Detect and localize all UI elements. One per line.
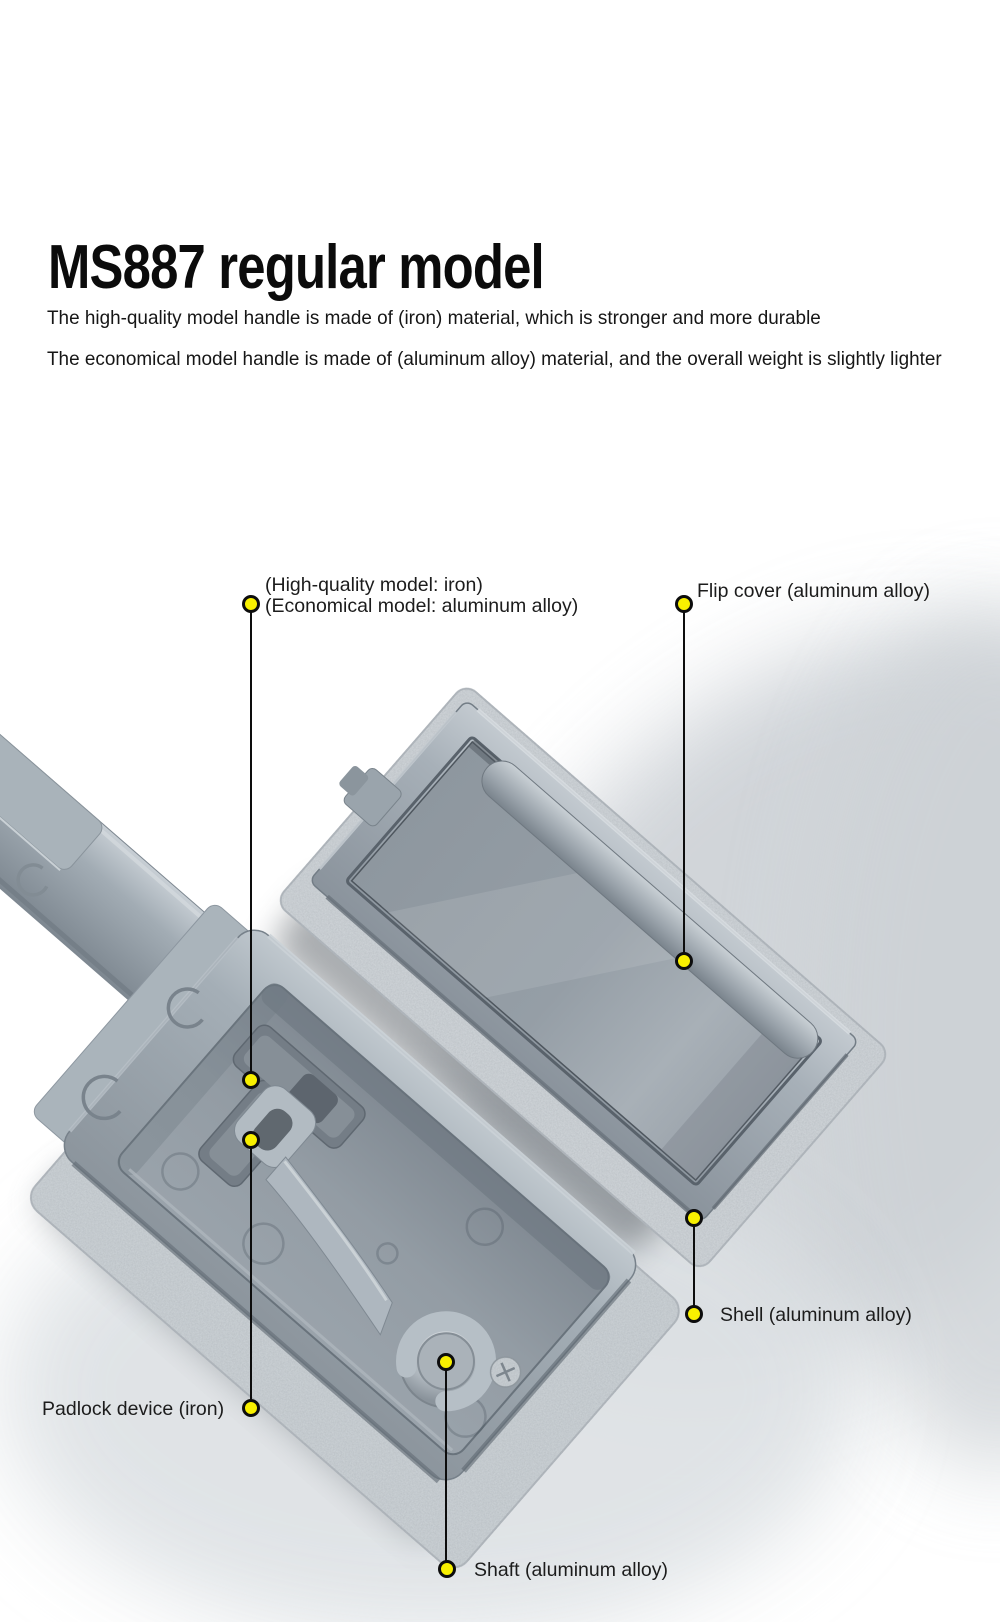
- callout-marker-handle-material-part: [242, 1071, 260, 1089]
- callout-line-padlock-device: [250, 1140, 252, 1408]
- callout-marker-padlock-device-label: [242, 1399, 260, 1417]
- callout-marker-handle-material-label: [242, 595, 260, 613]
- handle-grip-plate: [0, 504, 106, 874]
- callout-marker-shell-label: [685, 1305, 703, 1323]
- callout-label-padlock-device: Padlock device (iron): [42, 1398, 225, 1420]
- callout-label-line: (High-quality model: iron): [265, 574, 483, 596]
- callout-label-shell: Shell (aluminum alloy): [720, 1304, 912, 1326]
- callout-label-line: (Economical model: aluminum alloy): [265, 595, 579, 617]
- callout-marker-flip-cover-part: [675, 952, 693, 970]
- callout-line-handle-material: [250, 604, 252, 1080]
- callout-line-shaft: [445, 1362, 447, 1569]
- callout-label-shaft: Shaft (aluminum alloy): [474, 1559, 668, 1581]
- callout-marker-shaft-part: [437, 1353, 455, 1371]
- callout-label-handle-material: [265, 575, 578, 617]
- callout-label-flip-cover: Flip cover (aluminum alloy): [697, 580, 930, 602]
- callout-marker-shell-part: [685, 1209, 703, 1227]
- page-title: MS887 regular model: [48, 232, 544, 302]
- description-line-1: The high-quality model handle is made of (iron) material, which is stronger and more durable: [47, 307, 821, 329]
- callout-line-shell: [693, 1218, 695, 1314]
- callout-marker-shaft-label: [438, 1560, 456, 1578]
- callout-marker-padlock-device-part: [242, 1131, 260, 1149]
- description-line-2: The economical model handle is made of (aluminum alloy) material, and the overall weight is slightly lighter: [47, 348, 942, 370]
- callout-line-flip-cover: [683, 604, 685, 961]
- callout-marker-flip-cover-label: [675, 595, 693, 613]
